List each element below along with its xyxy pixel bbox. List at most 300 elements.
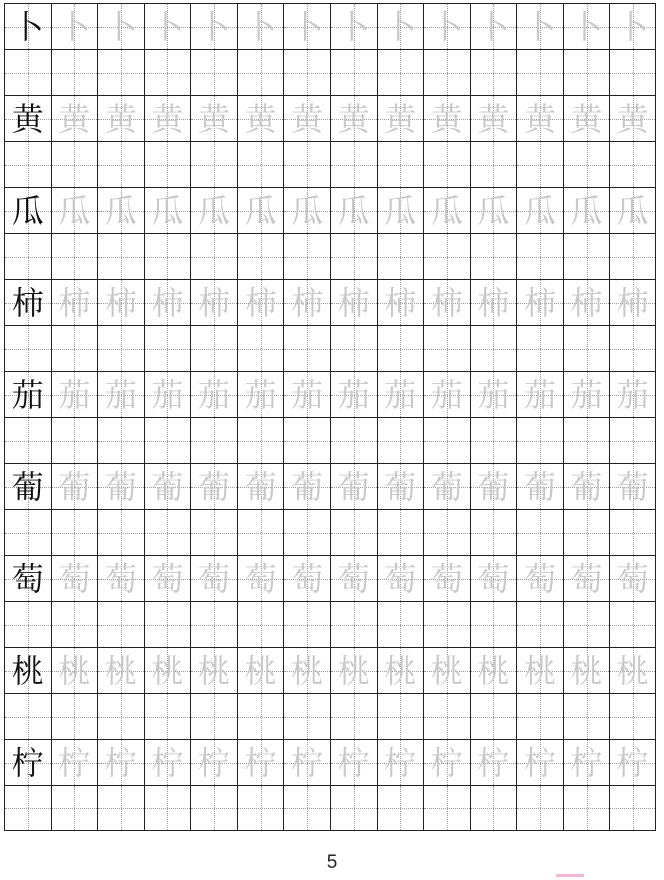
blank-cell[interactable] (237, 785, 284, 831)
trace-cell (51, 555, 98, 601)
blank-cell[interactable] (516, 233, 563, 279)
blank-cell[interactable] (377, 785, 424, 831)
trace-character: 葡 (616, 467, 649, 506)
trace-cell (330, 739, 377, 785)
trace-character: 葡 (337, 467, 370, 506)
blank-cell[interactable] (330, 785, 377, 831)
trace-character: 萄 (523, 559, 556, 598)
character-row (4, 463, 656, 509)
trace-character: 葡 (570, 467, 603, 506)
blank-cell[interactable] (330, 233, 377, 279)
blank-cell[interactable] (283, 509, 330, 555)
character-row (4, 739, 656, 785)
trace-character: 卜 (430, 7, 463, 46)
blank-cell[interactable] (97, 141, 144, 187)
practice-row-group (4, 3, 656, 95)
blank-cell[interactable] (4, 233, 51, 279)
trace-cell (190, 647, 237, 693)
trace-character: 柿 (198, 283, 231, 322)
blank-cell[interactable] (563, 601, 610, 647)
trace-cell (190, 279, 237, 325)
blank-cell[interactable] (144, 49, 191, 95)
trace-cell (377, 95, 424, 141)
trace-character: 黄 (198, 99, 231, 138)
blank-cell[interactable] (190, 49, 237, 95)
trace-character: 卜 (198, 7, 231, 46)
blank-cell[interactable] (51, 509, 98, 555)
blank-cell[interactable] (423, 601, 470, 647)
blank-cell[interactable] (470, 693, 517, 739)
trace-cell (190, 463, 237, 509)
trace-cell (51, 739, 98, 785)
trace-character: 卜 (337, 7, 370, 46)
trace-character: 茄 (291, 375, 324, 414)
trace-character: 黄 (104, 99, 137, 138)
trace-character: 柠 (616, 743, 649, 782)
blank-cell[interactable] (563, 509, 610, 555)
blank-practice-row (4, 785, 656, 831)
blank-cell[interactable] (144, 509, 191, 555)
blank-cell[interactable] (609, 325, 656, 371)
blank-cell[interactable] (4, 509, 51, 555)
trace-cell (377, 279, 424, 325)
trace-cell (516, 279, 563, 325)
blank-cell[interactable] (97, 509, 144, 555)
practice-row-group (4, 279, 656, 371)
blank-cell[interactable] (283, 417, 330, 463)
blank-cell[interactable] (4, 693, 51, 739)
trace-character: 桃 (430, 651, 463, 690)
trace-character: 萄 (291, 559, 324, 598)
blank-cell[interactable] (377, 325, 424, 371)
blank-cell[interactable] (144, 785, 191, 831)
trace-character: 瓜 (104, 191, 137, 230)
trace-cell (283, 95, 330, 141)
blank-cell[interactable] (377, 693, 424, 739)
model-cell (4, 3, 51, 49)
blank-cell[interactable] (97, 325, 144, 371)
trace-cell (516, 647, 563, 693)
trace-character: 卜 (58, 7, 91, 46)
trace-cell (51, 279, 98, 325)
trace-cell (423, 3, 470, 49)
blank-cell[interactable] (516, 49, 563, 95)
blank-cell[interactable] (97, 693, 144, 739)
trace-cell (283, 3, 330, 49)
trace-cell (609, 187, 656, 233)
trace-cell (377, 3, 424, 49)
blank-cell[interactable] (516, 325, 563, 371)
model-cell (4, 187, 51, 233)
blank-cell[interactable] (516, 141, 563, 187)
trace-cell (144, 739, 191, 785)
blank-cell[interactable] (4, 141, 51, 187)
trace-cell (423, 463, 470, 509)
trace-cell (516, 555, 563, 601)
blank-cell[interactable] (237, 49, 284, 95)
blank-cell[interactable] (51, 141, 98, 187)
trace-character: 葡 (244, 467, 277, 506)
trace-cell (237, 279, 284, 325)
blank-cell[interactable] (283, 785, 330, 831)
trace-character: 柿 (291, 283, 324, 322)
trace-cell (330, 371, 377, 417)
trace-character: 黄 (523, 99, 556, 138)
blank-practice-row (4, 509, 656, 555)
blank-cell[interactable] (190, 325, 237, 371)
blank-cell[interactable] (516, 785, 563, 831)
trace-cell (144, 95, 191, 141)
blank-cell[interactable] (237, 693, 284, 739)
model-character: 葡 (11, 467, 44, 506)
model-cell (4, 647, 51, 693)
blank-cell[interactable] (563, 325, 610, 371)
blank-cell[interactable] (144, 693, 191, 739)
trace-character: 葡 (151, 467, 184, 506)
trace-cell (609, 463, 656, 509)
trace-character: 萄 (477, 559, 510, 598)
trace-cell (144, 3, 191, 49)
blank-cell[interactable] (609, 49, 656, 95)
blank-cell[interactable] (190, 233, 237, 279)
trace-character: 柠 (291, 743, 324, 782)
blank-cell[interactable] (330, 325, 377, 371)
trace-cell (470, 371, 517, 417)
trace-cell (237, 371, 284, 417)
trace-cell (330, 555, 377, 601)
blank-cell[interactable] (97, 233, 144, 279)
blank-cell[interactable] (51, 233, 98, 279)
trace-character: 瓜 (151, 191, 184, 230)
blank-cell[interactable] (470, 325, 517, 371)
trace-cell (516, 739, 563, 785)
blank-cell[interactable] (563, 693, 610, 739)
blank-cell[interactable] (283, 693, 330, 739)
practice-row-group (4, 95, 656, 187)
trace-cell (190, 95, 237, 141)
trace-cell (144, 279, 191, 325)
blank-cell[interactable] (423, 141, 470, 187)
trace-cell (97, 187, 144, 233)
blank-cell[interactable] (516, 601, 563, 647)
blank-cell[interactable] (97, 49, 144, 95)
trace-character: 柠 (570, 743, 603, 782)
trace-character: 黄 (570, 99, 603, 138)
blank-cell[interactable] (423, 785, 470, 831)
blank-cell[interactable] (609, 509, 656, 555)
trace-cell (190, 187, 237, 233)
model-character: 桃 (11, 651, 44, 690)
trace-cell (423, 187, 470, 233)
trace-cell (283, 739, 330, 785)
blank-cell[interactable] (283, 325, 330, 371)
trace-character: 黄 (477, 99, 510, 138)
trace-character: 萄 (104, 559, 137, 598)
trace-cell (237, 555, 284, 601)
trace-cell (190, 371, 237, 417)
blank-practice-row (4, 693, 656, 739)
blank-cell[interactable] (51, 601, 98, 647)
blank-cell[interactable] (51, 785, 98, 831)
blank-cell[interactable] (190, 785, 237, 831)
trace-cell (283, 371, 330, 417)
trace-character: 卜 (477, 7, 510, 46)
trace-character: 葡 (291, 467, 324, 506)
trace-cell (563, 647, 610, 693)
trace-character: 茄 (384, 375, 417, 414)
trace-character: 卜 (104, 7, 137, 46)
trace-character: 柠 (244, 743, 277, 782)
blank-cell[interactable] (516, 693, 563, 739)
trace-character: 葡 (523, 467, 556, 506)
blank-cell[interactable] (330, 601, 377, 647)
blank-cell[interactable] (516, 509, 563, 555)
trace-character: 桃 (523, 651, 556, 690)
trace-character: 柠 (104, 743, 137, 782)
trace-cell (97, 739, 144, 785)
blank-cell[interactable] (377, 49, 424, 95)
blank-cell[interactable] (377, 417, 424, 463)
trace-character: 瓜 (384, 191, 417, 230)
model-cell (4, 95, 51, 141)
trace-character: 桃 (151, 651, 184, 690)
trace-cell (563, 739, 610, 785)
blank-cell[interactable] (330, 49, 377, 95)
trace-character: 葡 (104, 467, 137, 506)
blank-cell[interactable] (4, 49, 51, 95)
trace-character: 黄 (291, 99, 324, 138)
trace-cell (516, 463, 563, 509)
trace-cell (330, 463, 377, 509)
trace-character: 柿 (430, 283, 463, 322)
trace-character: 柠 (198, 743, 231, 782)
blank-cell[interactable] (609, 141, 656, 187)
character-row (4, 555, 656, 601)
blank-cell[interactable] (516, 417, 563, 463)
blank-cell[interactable] (144, 325, 191, 371)
trace-cell (330, 95, 377, 141)
trace-cell (563, 279, 610, 325)
trace-character: 桃 (104, 651, 137, 690)
blank-cell[interactable] (97, 785, 144, 831)
trace-cell (470, 647, 517, 693)
blank-cell[interactable] (377, 601, 424, 647)
blank-cell[interactable] (144, 417, 191, 463)
trace-character: 桃 (384, 651, 417, 690)
trace-character: 茄 (198, 375, 231, 414)
blank-cell[interactable] (97, 601, 144, 647)
trace-cell (470, 463, 517, 509)
trace-cell (283, 279, 330, 325)
blank-cell[interactable] (283, 233, 330, 279)
blank-cell[interactable] (330, 693, 377, 739)
trace-cell (470, 95, 517, 141)
blank-cell[interactable] (423, 693, 470, 739)
trace-character: 瓜 (616, 191, 649, 230)
trace-cell (237, 95, 284, 141)
blank-cell[interactable] (609, 417, 656, 463)
blank-practice-row (4, 233, 656, 279)
blank-cell[interactable] (470, 785, 517, 831)
trace-cell (377, 647, 424, 693)
blank-practice-row (4, 325, 656, 371)
blank-cell[interactable] (237, 509, 284, 555)
trace-cell (423, 95, 470, 141)
trace-cell (470, 555, 517, 601)
trace-cell (330, 647, 377, 693)
blank-cell[interactable] (563, 233, 610, 279)
blank-cell[interactable] (237, 141, 284, 187)
blank-cell[interactable] (377, 509, 424, 555)
trace-character: 柿 (384, 283, 417, 322)
trace-cell (423, 371, 470, 417)
blank-cell[interactable] (377, 233, 424, 279)
blank-cell[interactable] (237, 601, 284, 647)
blank-cell[interactable] (4, 417, 51, 463)
trace-cell (377, 371, 424, 417)
blank-cell[interactable] (470, 141, 517, 187)
trace-cell (516, 187, 563, 233)
character-row (4, 3, 656, 49)
blank-cell[interactable] (470, 509, 517, 555)
blank-cell[interactable] (563, 49, 610, 95)
blank-cell[interactable] (563, 141, 610, 187)
trace-cell (237, 463, 284, 509)
trace-cell (377, 187, 424, 233)
trace-character: 茄 (616, 375, 649, 414)
trace-character: 黄 (430, 99, 463, 138)
blank-cell[interactable] (190, 141, 237, 187)
trace-cell (97, 279, 144, 325)
blank-cell[interactable] (470, 49, 517, 95)
trace-cell (330, 279, 377, 325)
blank-cell[interactable] (283, 141, 330, 187)
blank-cell[interactable] (330, 417, 377, 463)
trace-character: 柿 (570, 283, 603, 322)
trace-cell (563, 3, 610, 49)
blank-cell[interactable] (470, 601, 517, 647)
trace-cell (97, 555, 144, 601)
blank-cell[interactable] (190, 417, 237, 463)
trace-cell (97, 371, 144, 417)
trace-character: 黄 (616, 99, 649, 138)
blank-cell[interactable] (144, 233, 191, 279)
trace-character: 黄 (58, 99, 91, 138)
trace-character: 萄 (384, 559, 417, 598)
blank-cell[interactable] (423, 233, 470, 279)
trace-character: 萄 (151, 559, 184, 598)
blank-cell[interactable] (609, 785, 656, 831)
blank-cell[interactable] (423, 49, 470, 95)
blank-cell[interactable] (283, 49, 330, 95)
model-character: 茄 (11, 375, 44, 414)
trace-character: 茄 (151, 375, 184, 414)
trace-cell (51, 3, 98, 49)
blank-cell[interactable] (470, 417, 517, 463)
blank-cell[interactable] (4, 325, 51, 371)
blank-cell[interactable] (423, 509, 470, 555)
blank-cell[interactable] (609, 693, 656, 739)
trace-cell (190, 555, 237, 601)
blank-cell[interactable] (4, 785, 51, 831)
trace-cell (330, 187, 377, 233)
blank-cell[interactable] (190, 509, 237, 555)
trace-cell (51, 95, 98, 141)
trace-character: 萄 (58, 559, 91, 598)
blank-cell[interactable] (144, 141, 191, 187)
blank-practice-row (4, 417, 656, 463)
trace-character: 柿 (477, 283, 510, 322)
trace-character: 柿 (616, 283, 649, 322)
trace-cell (144, 463, 191, 509)
trace-character: 柿 (523, 283, 556, 322)
blank-cell[interactable] (51, 49, 98, 95)
trace-character: 柠 (151, 743, 184, 782)
trace-character: 柿 (244, 283, 277, 322)
character-row (4, 187, 656, 233)
trace-character: 萄 (244, 559, 277, 598)
trace-cell (516, 371, 563, 417)
blank-cell[interactable] (470, 233, 517, 279)
trace-cell (609, 3, 656, 49)
trace-character: 柠 (430, 743, 463, 782)
trace-character: 茄 (244, 375, 277, 414)
blank-cell[interactable] (609, 601, 656, 647)
trace-cell (516, 95, 563, 141)
blank-cell[interactable] (237, 325, 284, 371)
blank-cell[interactable] (237, 417, 284, 463)
blank-cell[interactable] (51, 417, 98, 463)
blank-cell[interactable] (563, 417, 610, 463)
trace-character: 桃 (58, 651, 91, 690)
blank-cell[interactable] (423, 417, 470, 463)
model-character: 萄 (11, 559, 44, 598)
blank-cell[interactable] (190, 601, 237, 647)
trace-character: 萄 (337, 559, 370, 598)
trace-cell (144, 187, 191, 233)
trace-character: 柿 (104, 283, 137, 322)
blank-cell[interactable] (330, 141, 377, 187)
trace-character: 柠 (337, 743, 370, 782)
blank-cell[interactable] (190, 693, 237, 739)
blank-cell[interactable] (144, 601, 191, 647)
blank-cell[interactable] (563, 785, 610, 831)
blank-cell[interactable] (330, 509, 377, 555)
blank-cell[interactable] (283, 601, 330, 647)
blank-cell[interactable] (609, 233, 656, 279)
trace-character: 萄 (430, 559, 463, 598)
trace-cell (563, 463, 610, 509)
blank-cell[interactable] (237, 233, 284, 279)
blank-cell[interactable] (51, 693, 98, 739)
blank-cell[interactable] (51, 325, 98, 371)
corner-mark (556, 874, 584, 877)
blank-cell[interactable] (377, 141, 424, 187)
trace-character: 瓜 (198, 191, 231, 230)
trace-cell (377, 463, 424, 509)
trace-cell (609, 647, 656, 693)
blank-cell[interactable] (4, 601, 51, 647)
trace-cell (470, 187, 517, 233)
trace-cell (190, 3, 237, 49)
practice-row-group (4, 647, 656, 739)
trace-character: 瓜 (570, 191, 603, 230)
trace-cell (144, 371, 191, 417)
trace-cell (377, 739, 424, 785)
blank-cell[interactable] (423, 325, 470, 371)
character-row (4, 279, 656, 325)
blank-cell[interactable] (97, 417, 144, 463)
